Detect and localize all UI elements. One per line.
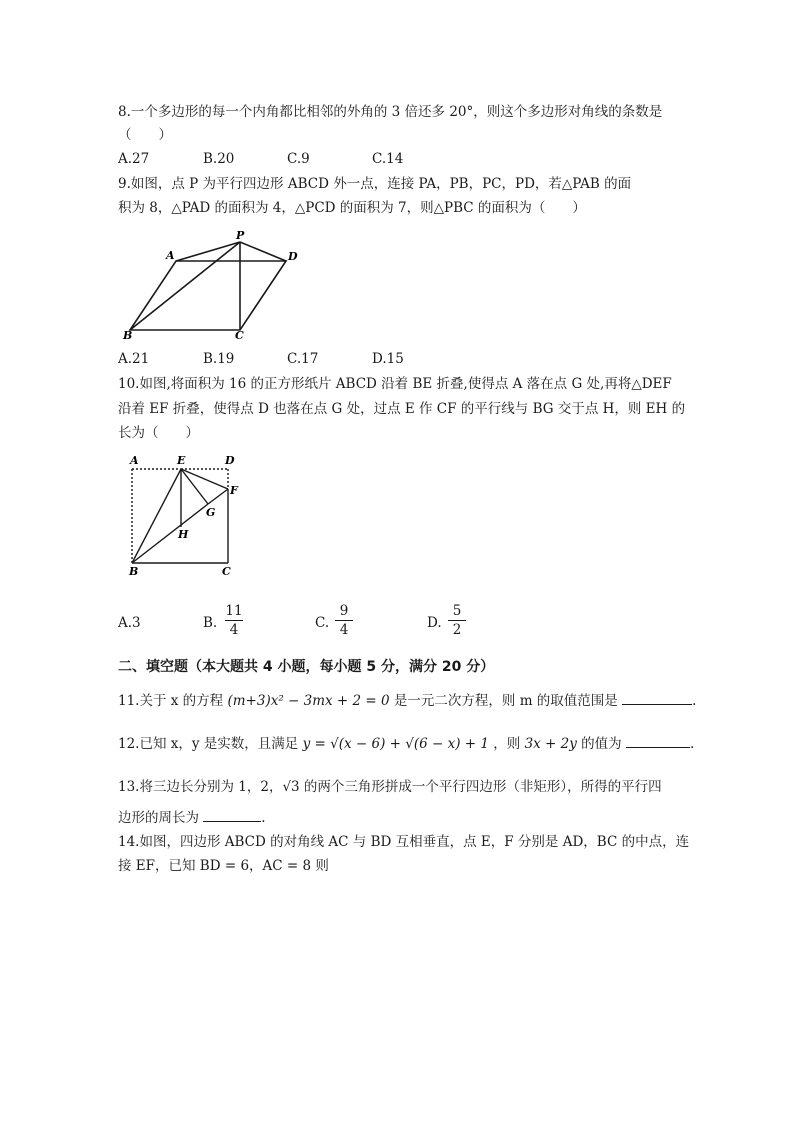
q10-label-e: E bbox=[177, 454, 186, 467]
q13-prefix: 边形的周长为 bbox=[118, 810, 199, 826]
q14-stem-line2: 接 EF，已知 BD = 6，AC = 8 则 bbox=[118, 858, 329, 874]
q9-option-d: D.15 bbox=[372, 351, 404, 367]
q9-parallelogram bbox=[130, 261, 286, 330]
q10-option-b-fraction bbox=[225, 603, 243, 638]
q9-option-a: A.21 bbox=[118, 351, 150, 367]
q9-option-b: B.19 bbox=[203, 351, 235, 367]
q10-label-h: H bbox=[178, 528, 189, 541]
q10-label-a: A bbox=[130, 454, 139, 467]
q12-middle: ，则 bbox=[493, 736, 521, 752]
q11-suffix: 是一元二次方程，则 m 的取值范围是 bbox=[393, 693, 618, 709]
q9-label-b: B bbox=[123, 329, 133, 342]
q10-segment-be bbox=[132, 469, 181, 563]
q12-expression: 3x + 2y bbox=[524, 736, 577, 752]
q11-stem bbox=[118, 690, 696, 710]
q10-option-d-numerator: 5 bbox=[452, 603, 462, 619]
q10-label-d: D bbox=[225, 454, 235, 467]
fraction-bar bbox=[225, 620, 243, 621]
q9-option-c: C.17 bbox=[287, 351, 319, 367]
q12-prefix: 12.已知 x，y 是实数，且满足 bbox=[118, 736, 299, 752]
q12-answer-blank[interactable] bbox=[626, 733, 690, 748]
q9-stem-line1: 9.如图，点 P 为平行四边形 ABCD 外一点，连接 PA，PB，PC，PD，若△PAB 的面 bbox=[118, 176, 632, 192]
q10-option-b-denominator: 4 bbox=[229, 622, 239, 638]
q12-equation: y = √(x − 6) + √(6 − x) + 1 bbox=[302, 736, 489, 752]
q13-end: . bbox=[261, 810, 266, 826]
q9-segment-pb bbox=[130, 242, 240, 330]
q9-label-p: P bbox=[236, 229, 245, 242]
q12-suffix: 的值为 bbox=[581, 736, 622, 752]
q11-end: . bbox=[692, 693, 697, 709]
q12-stem bbox=[118, 733, 694, 753]
q10-option-c-fraction bbox=[335, 603, 353, 638]
q10-square-fold-figure bbox=[118, 452, 248, 582]
q11-answer-blank[interactable] bbox=[622, 690, 692, 705]
q10-option-d-label: D. bbox=[427, 615, 442, 631]
q8-option-a: A.27 bbox=[118, 151, 150, 167]
q13-stem-line2 bbox=[118, 807, 266, 827]
q9-label-d: D bbox=[288, 250, 298, 263]
q10-label-b: B bbox=[129, 565, 139, 578]
q10-segment-bg bbox=[132, 504, 208, 563]
q10-stem-line1: 10.如图,将面积为 16 的正方形纸片 ABCD 沿着 BE 折叠,使得点 A 落在点 G 处,再将△DEF bbox=[118, 376, 672, 392]
fraction-bar bbox=[335, 620, 353, 621]
q9-stem-line2: 积为 8，△PAD 的面积为 4，△PCD 的面积为 7，则△PBC 的面积为（ ） bbox=[118, 200, 586, 216]
q8-stem-line1: 8.一个多边形的每一个内角都比相邻的外角的 3 倍还多 20°，则这个多边形对角线的条数是 bbox=[118, 104, 663, 120]
q13-answer-blank[interactable] bbox=[203, 807, 261, 822]
q10-label-c: C bbox=[222, 565, 231, 578]
q11-prefix: 11.关于 x 的方程 bbox=[118, 693, 224, 709]
q8-option-b: B.20 bbox=[203, 151, 235, 167]
q10-label-f: F bbox=[230, 484, 238, 497]
q10-option-c-numerator: 9 bbox=[339, 603, 349, 619]
q10-option-b-numerator: 11 bbox=[225, 603, 243, 619]
q13-stem-line1: 13.将三边长分别为 1，2，√3 的两个三角形拼成一个平行四边形（非矩形），所得的平行四 bbox=[118, 779, 662, 795]
section-heading: 二、填空题（本大题共 4 小题，每小题 5 分，满分 20 分） bbox=[118, 659, 495, 675]
q9-segment-pd bbox=[240, 242, 286, 261]
q10-stem-line2: 沿着 EF 折叠，使得点 D 也落在点 G 处，过点 E 作 CF 的平行线与 BG 交于点 H，则 EH 的 bbox=[118, 401, 686, 417]
q8-option-d: C.14 bbox=[372, 151, 404, 167]
q10-option-d-denominator: 2 bbox=[452, 622, 462, 638]
q14-stem-line1: 14.如图，四边形 ABCD 的对角线 AC 与 BD 互相垂直，点 E，F 分别是 AD，BC 的中点，连 bbox=[118, 834, 690, 850]
q9-label-c: C bbox=[235, 329, 244, 342]
q11-equation: (m+3)x² − 3mx + 2 = 0 bbox=[227, 693, 390, 709]
q10-option-b-label: B. bbox=[203, 615, 218, 631]
q10-option-d-fraction bbox=[448, 603, 466, 638]
q10-label-g: G bbox=[206, 506, 216, 519]
q12-end: . bbox=[689, 736, 695, 752]
q10-option-a: A.3 bbox=[118, 615, 141, 631]
q10-option-c-label: C. bbox=[315, 615, 330, 631]
q10-option-c-denominator: 4 bbox=[339, 622, 349, 638]
q9-label-a: A bbox=[166, 249, 175, 262]
q8-option-c: C.9 bbox=[287, 151, 310, 167]
q9-segment-pa bbox=[176, 242, 240, 261]
q9-parallelogram-figure bbox=[118, 228, 298, 343]
q10-stem-line3: 长为（ ） bbox=[118, 425, 199, 441]
q8-stem-line2: （ ） bbox=[118, 127, 172, 143]
q10-segment-fg bbox=[208, 489, 228, 504]
fraction-bar bbox=[448, 620, 466, 621]
